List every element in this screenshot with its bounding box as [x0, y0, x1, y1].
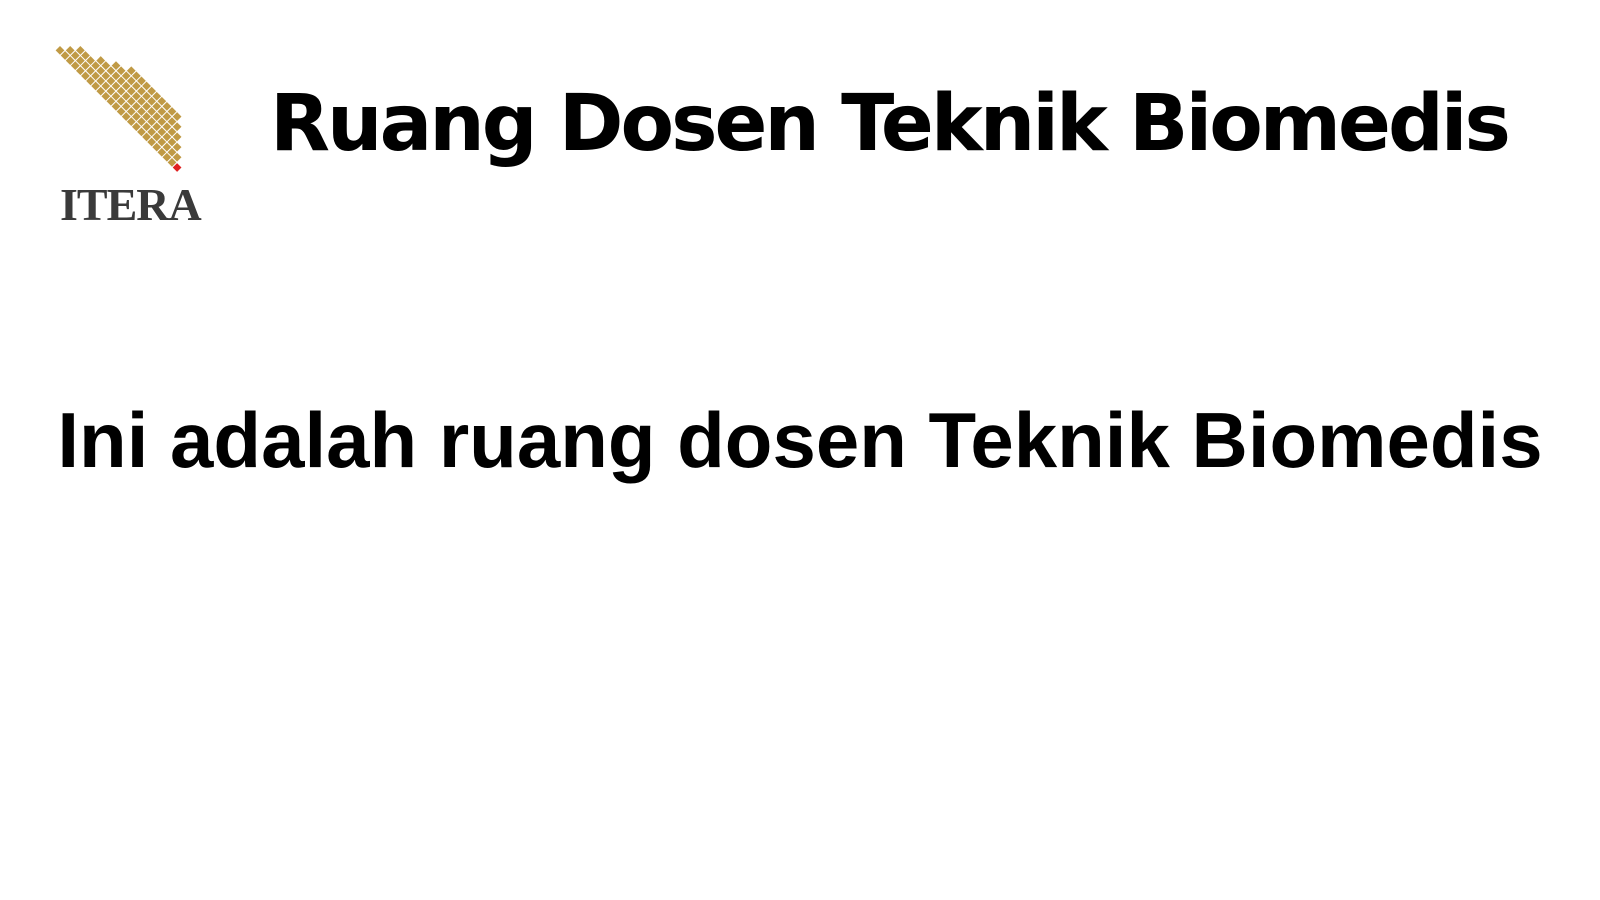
itera-logo — [52, 40, 212, 235]
page-title: Ruang Dosen Teknik Biomedis — [270, 79, 1508, 169]
logo-mosaic — [56, 40, 207, 172]
main-message: Ini adalah ruang dosen Teknik Biomedis — [57, 396, 1543, 484]
logo-text: ITERA — [60, 179, 201, 230]
itera-logo-icon — [52, 40, 212, 190]
